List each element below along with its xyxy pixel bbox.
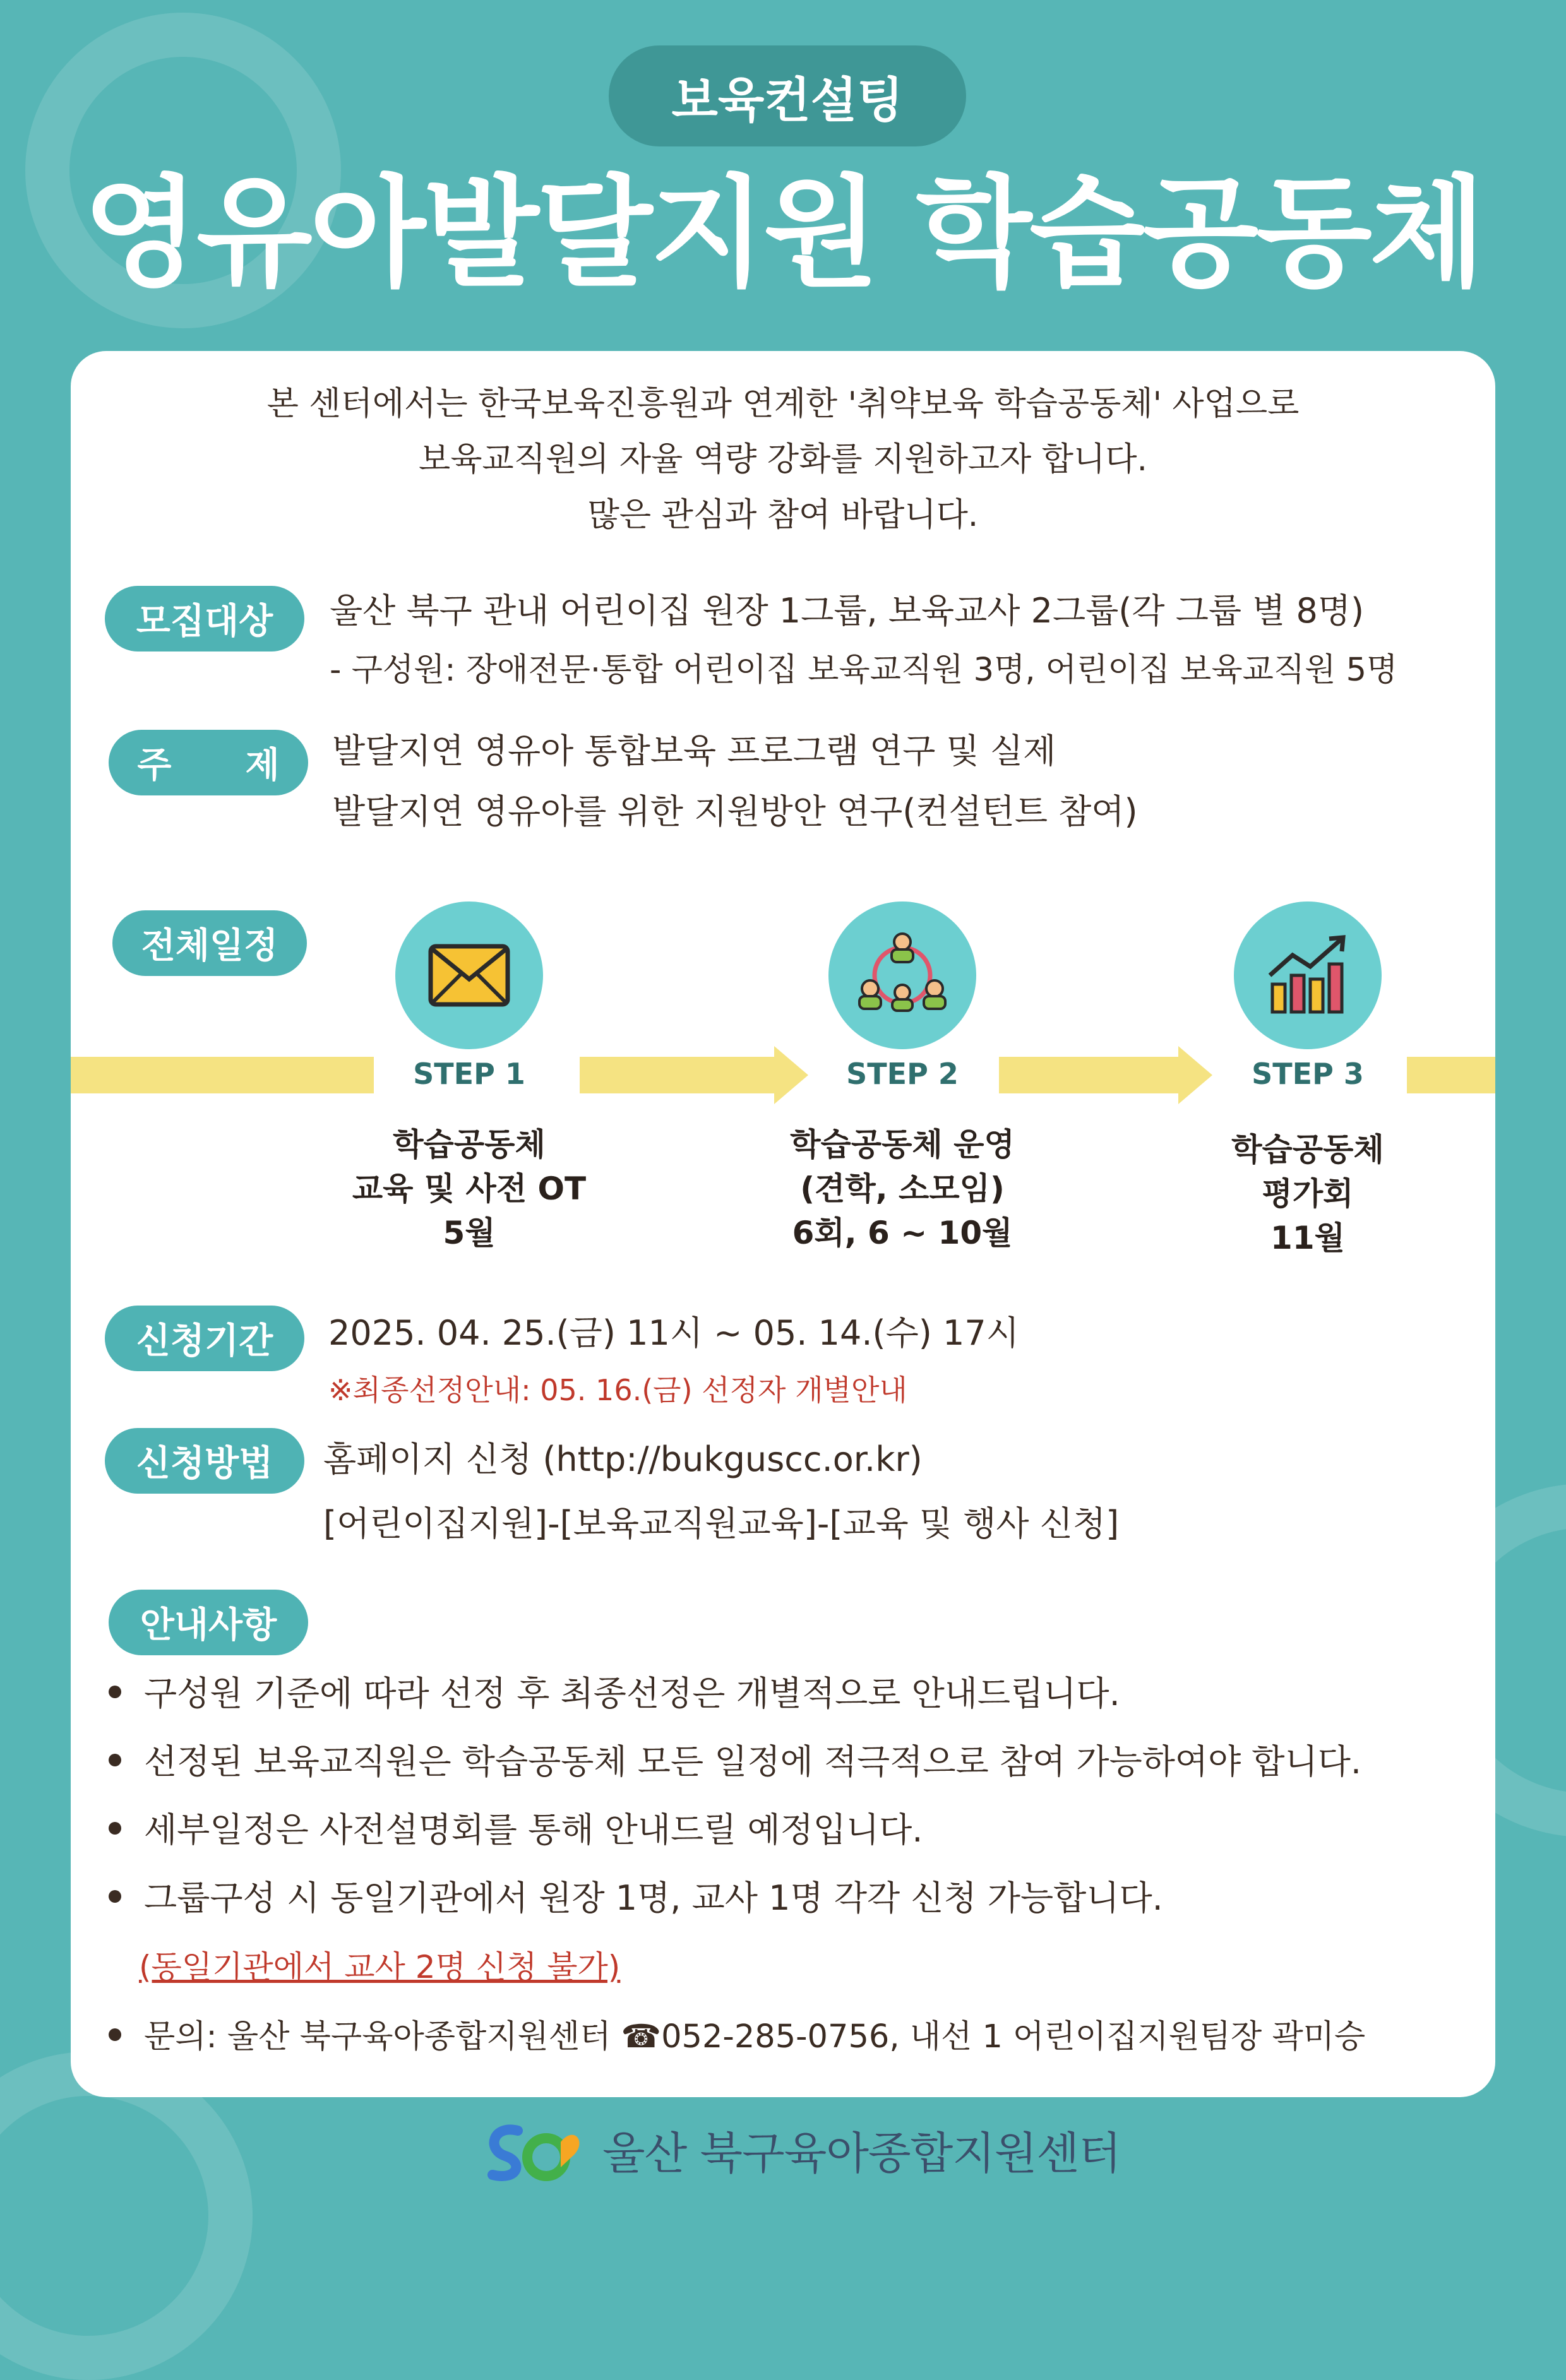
intro-line: 본 센터에서는 한국보육진흥원과 연계한 '취약보육 학습공동체' 사업으로 [266, 385, 1300, 423]
step3-desc-line: 평가회 [1262, 1175, 1354, 1212]
group-meeting-icon [855, 928, 950, 1023]
step3-desc-line: 학습공동체 [1231, 1131, 1384, 1168]
schedule-label: 전체일정 [112, 910, 307, 976]
notice-warning: (동일기관에서 교사 2명 신청 불가) [139, 1949, 621, 1985]
notice-item [109, 1672, 1120, 1716]
intro-line: 많은 관심과 참여 바랍니다. [587, 496, 979, 534]
timeline-arrow [1178, 1046, 1212, 1104]
step2-desc-line: (견학, 소모임) [800, 1170, 1005, 1207]
topic-line-2: 발달지연 영유아를 위한 지원방안 연구(컨설턴트 참여) [332, 792, 1138, 831]
recruit-label: 모집대상 [105, 586, 304, 652]
bullet-dot [109, 2028, 121, 2041]
background-decoration [0, 2052, 253, 2380]
envelope-icon [428, 944, 510, 1007]
step1-desc-line: 교육 및 사전 OT [352, 1170, 587, 1207]
step1-desc-line: 학습공동체 [393, 1126, 546, 1163]
step1-description [318, 1122, 621, 1255]
notice-item [109, 1876, 1163, 1920]
notice-item-text: 선정된 보육교직원은 학습공동체 모든 일정에 적극적으로 참여 가능하여야 합니다. [144, 1742, 1362, 1782]
notice-item-text: 그룹구성 시 동일기관에서 원장 1명, 교사 1명 각각 신청 가능합니다. [144, 1878, 1163, 1918]
apply-period-note: ※최종선정안내: 05. 16.(금) 선정자 개별안내 [328, 1373, 907, 1407]
notice-item [109, 1740, 1361, 1784]
notice-item-text: 세부일정은 사전설명회를 통해 안내드릴 예정입니다. [144, 1810, 923, 1850]
contact-text: 문의: 울산 북구육아종합지원센터 ☎052-285-0756, 내선 1 어린이집지원팀장 곽미승 [144, 2018, 1366, 2056]
step3-label: STEP 3 [1252, 1057, 1364, 1091]
bullet-dot [109, 1686, 121, 1698]
notice-label: 안내사항 [109, 1590, 308, 1655]
recruit-line-2: - 구성원: 장애전문·통합 어린이집 보육교직원 3명, 어린이집 보육교직원 5명 [330, 652, 1398, 689]
notice-item-text: 구성원 기준에 따라 선정 후 최종선정은 개별적으로 안내드립니다. [144, 1674, 1120, 1713]
step3-icon-circle [1234, 901, 1382, 1049]
footer [480, 2112, 1121, 2187]
step2-description [751, 1122, 1054, 1255]
apply-period-label: 신청기간 [105, 1306, 304, 1371]
growth-chart-icon [1264, 931, 1352, 1020]
step2-desc-line: 6회, 6 ~ 10월 [792, 1215, 1013, 1251]
apply-period-line: 2025. 04. 25.(금) 11시 ~ 05. 14.(수) 17시 [328, 1313, 1019, 1353]
notice-item [109, 1808, 923, 1852]
apply-method-label: 신청방법 [105, 1428, 304, 1494]
center-name: 울산 북구육아종합지원센터 [602, 2127, 1121, 2179]
timeline-band [71, 1057, 374, 1093]
intro-text [71, 376, 1495, 543]
step1-label: STEP 1 [413, 1057, 525, 1091]
bullet-dot [109, 1754, 121, 1766]
step3-description [1156, 1128, 1459, 1260]
topic-label: 주 제 [109, 730, 308, 795]
bullet-dot [109, 1890, 121, 1903]
category-badge: 보육컨설팅 [609, 45, 966, 146]
apply-method-path: [어린이집지원]-[보육교직원교육]-[교육 및 행사 신청] [323, 1504, 1120, 1544]
apply-method-url: 홈페이지 신청 (http://bukguscc.or.kr) [323, 1439, 923, 1479]
center-logo-icon [480, 2112, 587, 2187]
page-title: 영유아발달지원 학습공동체 [83, 164, 1483, 303]
step2-label: STEP 2 [846, 1057, 959, 1091]
intro-line: 보육교직원의 자율 역량 강화를 지원하고자 합니다. [418, 441, 1148, 479]
step1-icon-circle [395, 901, 543, 1049]
bullet-dot [109, 1822, 121, 1835]
timeline-band [999, 1057, 1181, 1093]
step1-desc-line: 5월 [443, 1215, 496, 1251]
step2-desc-line: 학습공동체 운영 [790, 1126, 1015, 1163]
step3-desc-line: 11월 [1270, 1220, 1345, 1256]
content-card [71, 351, 1495, 2097]
timeline-band [580, 1057, 777, 1093]
timeline-band [1407, 1057, 1495, 1093]
topic-line-1: 발달지연 영유아 통합보육 프로그램 연구 및 실제 [332, 731, 1056, 771]
recruit-line-1: 울산 북구 관내 어린이집 원장 1그룹, 보육교사 2그룹(각 그룹 별 8명) [330, 591, 1365, 631]
notice-contact [109, 2015, 1365, 2059]
timeline-arrow [774, 1046, 808, 1104]
step2-icon-circle [828, 901, 976, 1049]
